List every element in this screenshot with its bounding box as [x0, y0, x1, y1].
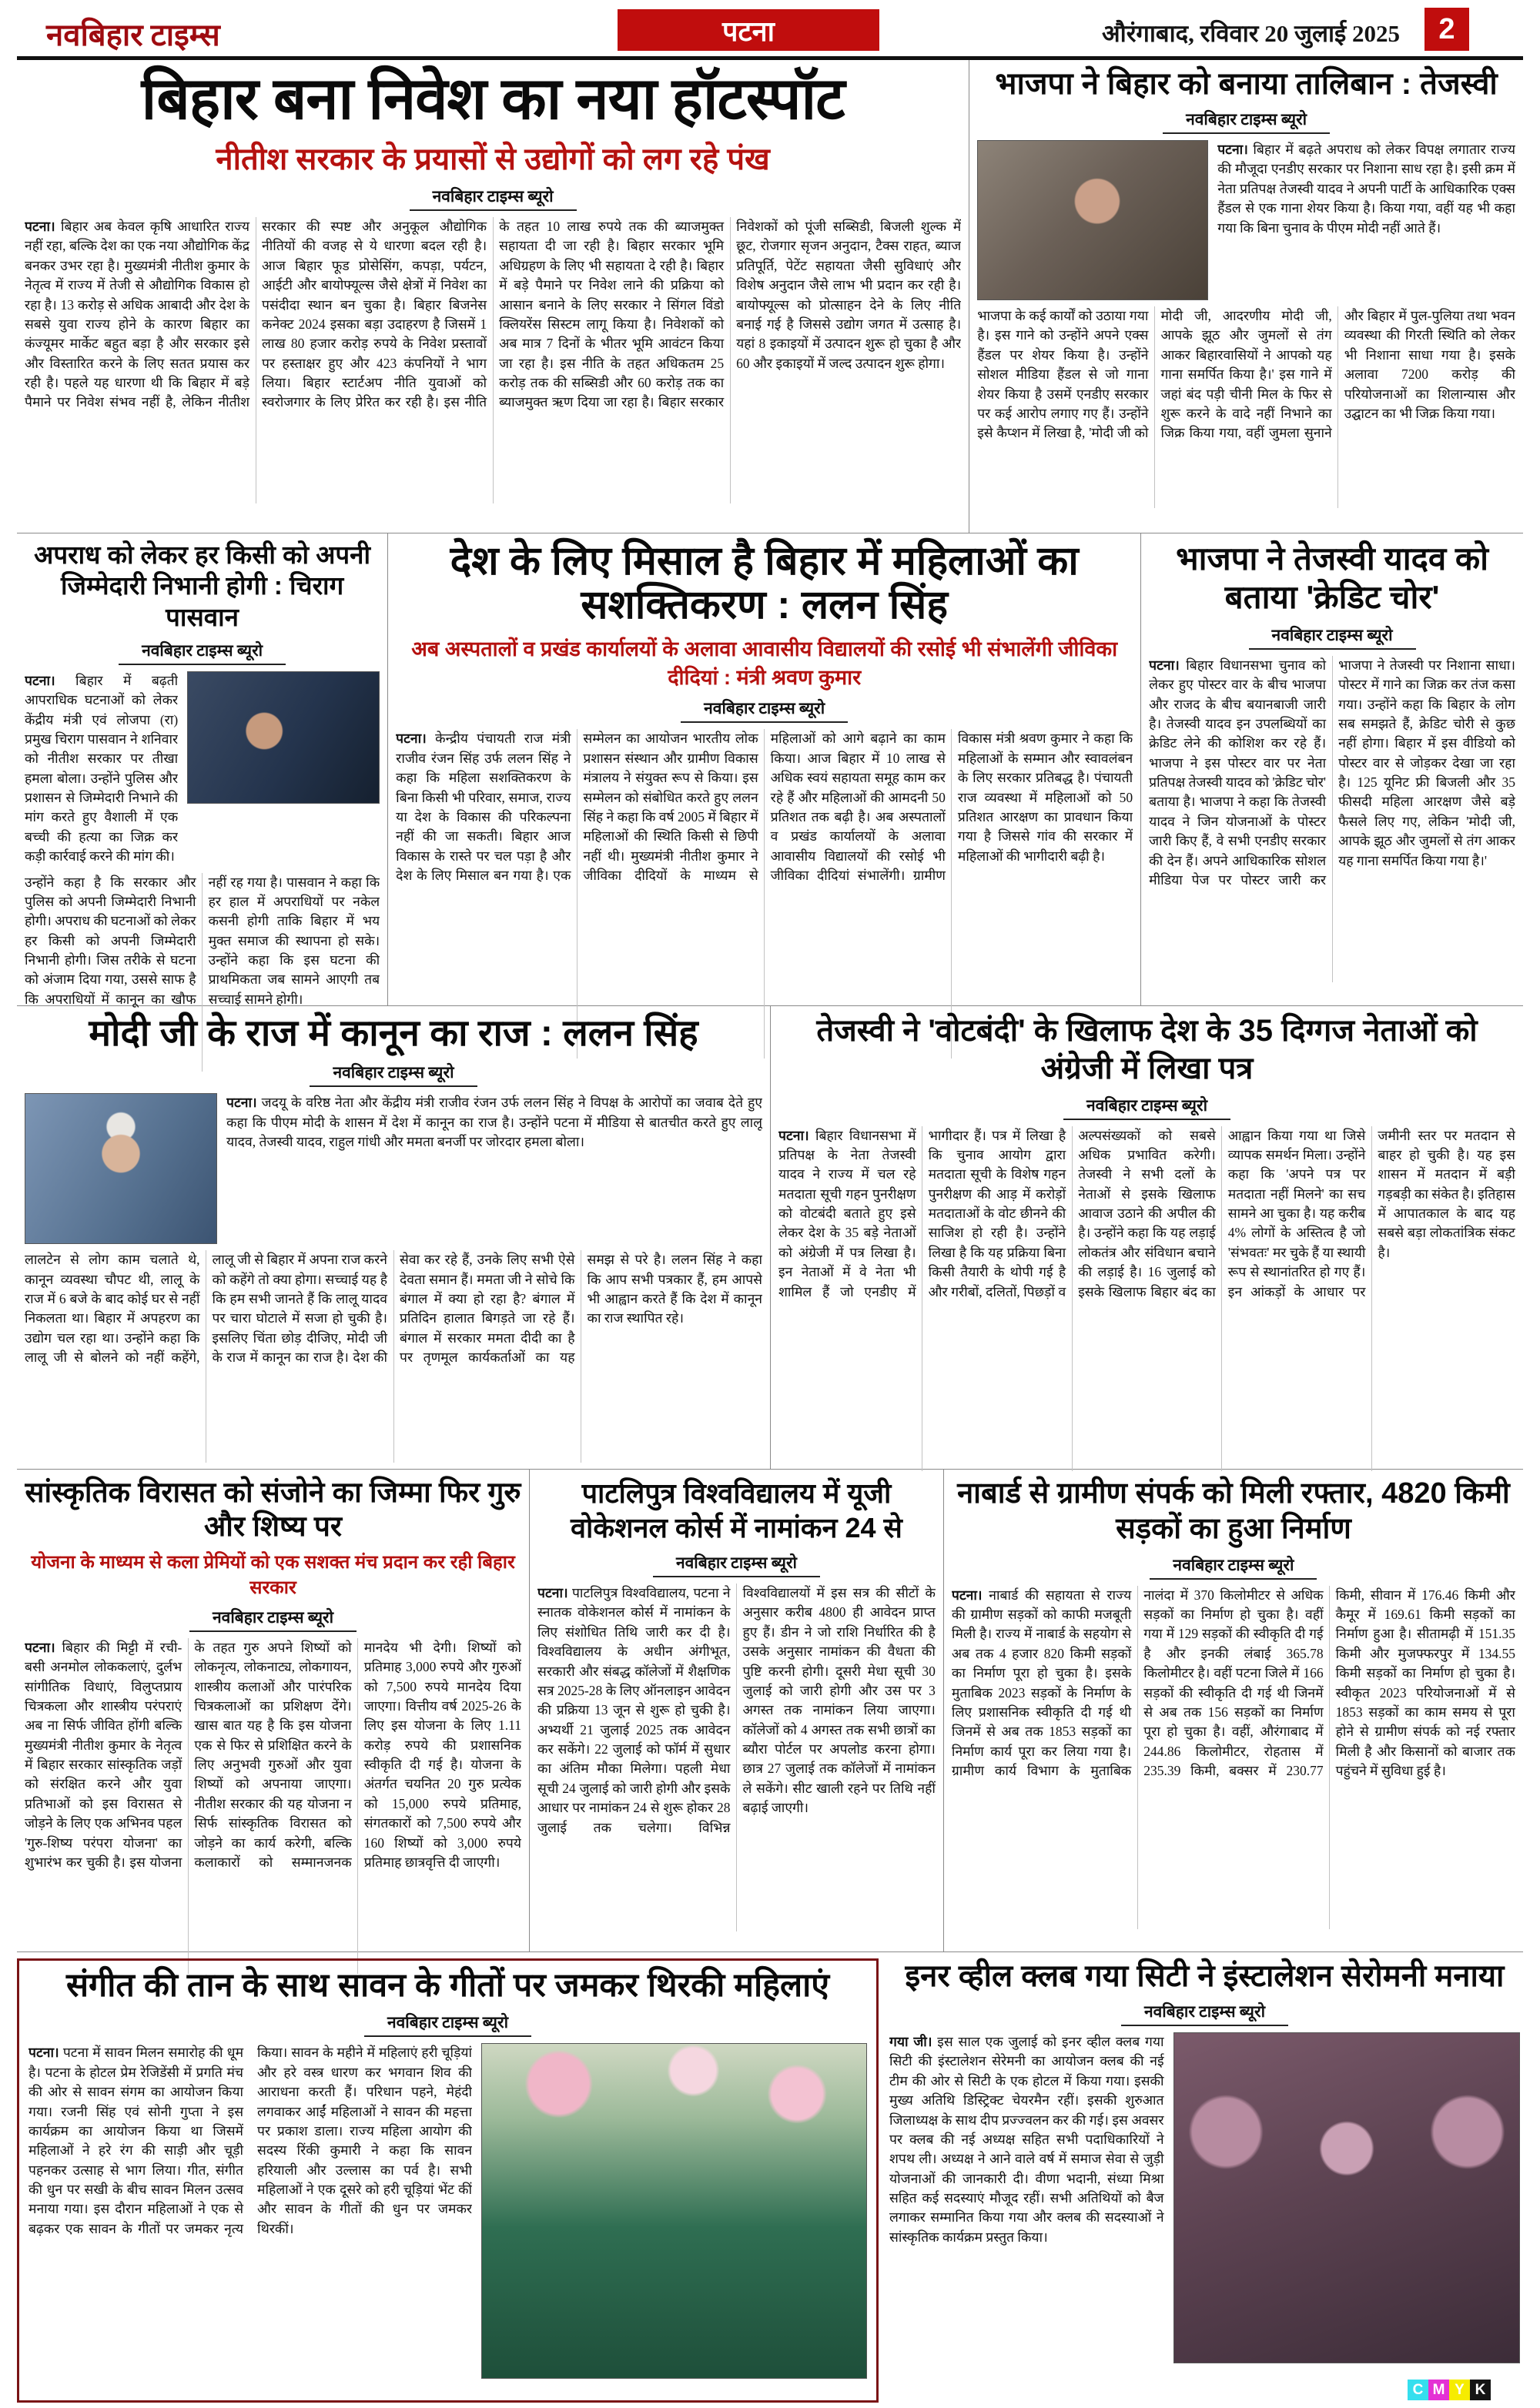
article-inner-wheel [886, 1958, 1523, 2403]
taliban-body: भाजपा के कई कार्यों को उठाया गया है। इस गाने को उन्होंने अपने एक्स हैंडल पर शेयर किया है। उन्होंने सोशल मीडिया हैंडल से जो गाना शेयर किया है उसमें एनडीए सरकार पर कई आरोप लगाए गए हैं। उन्होंने इसे कैप्शन में लिखा है, 'मोदी जी को मोदी जी, आदरणीय मोदी जी, आपके झूठ और जुमलों से तंग आकर बिहारवासियों ने आपको यह गाना समर्पित किया है।' इस गाने में जहां बंद पड़ी चीनी मिल के फिर से शुरू करने के वादे नहीं निभाने का जिक्र किया गया, वहीं जुमला सुनाने और बिहार में पुल-पुलिया तथा भवन व्यवस्था की गिरती स्थिति को लेकर भी निशाना साधा गया है। इसके अलावा 7200 करोड़ की परियोजनाओं का शिलान्यास और उद्घाटन का भी जिक्र किया गया। [977, 308, 1515, 441]
byline: नवबिहार टाइम्स ब्यूरो [653, 1551, 820, 1577]
taliban-headline: भाजपा ने बिहार को बनाया तालिबान : तेजस्वी [995, 67, 1498, 101]
byline: नवबिहार टाइम्स ब्यूरो [119, 639, 286, 665]
date-line: औरंगाबाद, रविवार 20 जुलाई 2025 [1102, 20, 1400, 47]
row-3 [17, 1005, 1523, 1469]
nabard-body: पटना। नाबार्ड की सहायता से राज्य की ग्रामीण सड़कों को काफी मजबूती मिली है। राज्य में नाबार्ड के सहयोग से अब तक 4 हजार 820 किमी सड़कों का निर्माण पूरा हो चुका है। इसके मुताबिक 2023 सड़कों के निर्माण के लिए प्रशासनिक स्वीकृति दी गई थी जिनमें से अब तक 1853 सड़कों का निर्माण कार्य पूरा कर लिया गया है। ग्रामीण कार्य विभाग के मुताबिक नालंदा में 370 किलोमीटर से अधिक सड़कों का निर्माण हो चुका है। वहीं गया में 129 सड़कों की स्वीकृति दी गई है और इनकी लंबाई 365.78 किलोमीटर है। वहीं पटना जिले में 166 सड़कों की स्वीकृति दी गई थी जिनमें से अब तक 156 सड़कों का निर्माण पूरा हो चुका है। वहीं, औरंगाबाद में 244.86 किलोमीटर, रोहतास में 235.39 किमी, बक्सर में 230.77 किमी, सीवान में 176.46 किमी और कैमूर में 169.61 किमी सड़कों का निर्माण हुआ है। सीतामढ़ी में 151.35 किमी और मुजफ्फरपुर में 134.55 किमी सड़कों का निर्माण हो चुका है। स्वीकृत 2023 परियोजनाओं में से 1853 सड़कों का काम समय से पूरा होने से ग्रामीण संपर्क को नई रफ्तार मिली है और किसानों को बाजार तक पहुंचने में सुविधा हुई है। [951, 1587, 1515, 1779]
masthead [17, 8, 1523, 52]
credit-chor-body: पटना। बिहार विधानसभा चुनाव को लेकर हुए पोस्टर वार के बीच भाजपा और राजद के बीच बयानबाजी जारी है। तेजस्वी यादव इन उपलब्धियों का क्रेडिट लेने की कोशिश कर रहे हैं। भाजपा ने इस पोस्टर वार पर नेता प्रतिपक्ष तेजस्वी यादव को 'क्रेडिट चोर' बताया है। भाजपा ने कहा कि तेजस्वी यादव ने जिन योजनाओं के पोस्टर जारी किए हैं, वे सभी एनडीए सरकार की देन हैं। अपने आधिकारिक सोशल मीडिया पेज पर पोस्टर जारी कर भाजपा ने तेजस्वी पर निशाना साधा। पोस्टर में गाने का जिक्र कर तंज कसा गया। उन्होंने कहा कि बिहार के लोग सब समझते हैं, क्रेडिट चोरी से कुछ नहीं होगा। बिहार में इस वीडियो को पोस्टर वार से जोड़कर देखा जा रहा है। 125 यूनिट फ्री बिजली और 35 फीसदी महिला आरक्षण जैसे बड़े फैसले लिए गए, लेकिन 'मोदी जी, आपके झूठ और जुमलों से तंग आकर यह गाना समर्पित किया गया है।' [1149, 657, 1515, 888]
modi-raj-body: लालटेन से लोग काम चलाते थे, कानून व्यवस्था चौपट थी, लालू के राज में 6 बजे के बाद कोई घर से नहीं निकलता था। बिहार में अपहरण का उद्योग चल रहा था। उन्होंने कहा कि लालू जी से बोलने को नहीं कहेंगे, लालू जी से बिहार में अपना राज करने को कहेंगे तो क्या होगा। सच्चाई यह है कि हम सभी जानते हैं कि लालू यादव पर चारा घोटाले में सजा हो चुकी है। इसलिए चिंता छोड़ दीजिए, मोदी जी के राज में कानून का राज है। देश की सेवा कर रहे हैं, उनके लिए सभी ऐसे देवता समान हैं। ममता जी ने सोचे कि बंगाल में क्या हो रहा है? बंगाल में प्रतिदिन हालात बिगड़ते जा रहे हैं। बंगाल में सरकार ममता दीदी का है पर तृणमूल कार्यकर्ताओं का यह समझ से परे है। ललन सिंह ने कहा कि आप सभी पत्रकार हैं, हम आपसे भी आह्वान करते हैं कि देश में कानून का राज स्थापित रहे। [25, 1252, 762, 1366]
chirag-body: उन्होंने कहा है कि सरकार और पुलिस को अपनी जिम्मेदारी निभानी होगी। अपराध की घटनाओं को लेकर हर किसी को अपनी जिम्मेदारी निभानी होगी। जिस तरीके से घटना को अंजाम दिया गया, उससे साफ है कि अपराधियों में कानून का खौफ नहीं रह गया है। पासवान ने कहा कि हर हाल में अपराधियों पर नकेल कसनी होगी ताकि बिहार में भय मुक्त समाज की स्थापना हो सके। उन्होंने कहा कि इस घटना की प्राथमिकता जब सामने आएगी तब सच्चाई सामने होगी। [25, 874, 380, 1007]
byline: नवबिहार टाइम्स ब्यूरो [310, 1061, 477, 1087]
article-nabard-roads [943, 1470, 1523, 1951]
sawan-body: पटना। पटना में सावन मिलन समारोह की धूम है। पटना के होटल प्रेम रेजिडेंसी में प्रगति मंच की ओर से सावन संगम का आयोजन किया गया। रजनी सिंह एवं सोनी गुप्ता ने इस कार्यक्रम का आयोजन किया था जिसमें महिलाओं ने हरे रंग की साड़ी और चूड़ी पहनकर उत्साह से भाग लिया। गीत, संगीत की धुन पर सखी के बीच सावन मिलन उत्सव मनाया गया। इस दौरान महिलाओं ने एक से बढ़कर एक सावन के गीतों पर जमकर नृत्य किया। सावन के महीने में महिलाएं हरी चूड़ियां और हरे वस्त्र धारण कर भगवान शिव की आराधना करती हैं। परिधान पहने, मेहंदी लगवाकर आईं महिलाओं ने सावन की महत्ता पर प्रकाश डाला। राज्य महिला आयोग की सदस्य रिंकी कुमारी ने कहा कि सावन हरियाली और उल्लास का पर्व है। सभी महिलाओं ने एक दूसरे को हरी चूड़ियां भेंट कीं और सावन के गीतों की धुन पर जमकर थिरकीं। [28, 2045, 473, 2236]
row-5 [17, 1951, 1523, 2403]
byline: नवबिहार टाइम्स ब्यूरो [410, 185, 577, 211]
university-headline: पाटलिपुत्र विश्वविद्यालय में यूजी वोकेशनल कोर्स में नामांकन 24 से [571, 1477, 902, 1543]
lead-subdeck: नीतीश सरकार के प्रयासों से उद्योगों को लग रहे पंख [216, 142, 770, 177]
cyan-mark: C [1408, 2380, 1428, 2400]
inner-wheel-body: गया जी। इस साल एक जुलाई को इनर व्हील क्लब गया सिटी की इंस्टालेशन सेरेमनी का आयोजन क्लब की नई टीम की ओर से सिटी के एक होटल में किया गया। इसकी मुख्य अतिथि डिस्ट्रिक्ट चेयरमैन रहीं। इसकी शुरुआत जिलाध्यक्ष के साथ दीप प्रज्ज्वलन कर की गई। इस अवसर पर क्लब की नई अध्यक्ष सहित सभी पदाधिकारियों ने शपथ ली। अध्यक्ष ने आने वाले वर्ष में समाज सेवा से जुड़ी योजनाओं की जानकारी दी। वीणा भदानी, संध्या मिश्रा सहित कई सदस्याएं मौजूद रहीं। सभी अतिथियों को बैज लगाकर सम्मानित किया गया और क्लब की सदस्याओं ने सांस्कृतिक कार्यक्रम प्रस्तुत किया। [889, 2034, 1164, 2245]
article-taliban-tejashwi [969, 60, 1523, 533]
article-cultural-heritage [17, 1470, 529, 1951]
votebandi-body: पटना। बिहार विधानसभा में प्रतिपक्ष के नेता तेजस्वी यादव ने राज्य में चल रहे मतदाता सूची गहन पुनरीक्षण को वोटबंदी बताते हुए इसे लेकर देश के 35 बड़े नेताओं को अंग्रेजी में पत्र लिखा है। इन नेताओं में वे नेता भी शामिल हैं जो एनडीए में भागीदार हैं। पत्र में लिखा है कि चुनाव आयोग द्वारा मतदाता सूची के विशेष गहन पुनरीक्षण की आड़ में करोड़ों मतदाताओं के वोट छीनने की साजिश हो रही है। उन्होंने लिखा है कि यह प्रक्रिया बिना किसी तैयारी के थोपी गई है और गरीबों, दलितों, पिछड़ों व अल्पसंख्यकों को सबसे अधिक प्रभावित करेगी। तेजस्वी ने सभी दलों के नेताओं से इसके खिलाफ आवाज उठाने की अपील की है। उन्होंने कहा कि यह लड़ाई लोकतंत्र और संविधान बचाने की लड़ाई है। 16 जुलाई को इसके खिलाफ बिहार बंद का आह्वान किया गया था जिसे व्यापक समर्थन मिला। उन्होंने कहा कि 'अपने पत्र पर मतदाता नहीं मिलने' का सच सामने आ चुका है। यह करीब 4% लोगों के अस्तित्व है जो 'संभवतः' मर चुके हैं या स्थायी रूप से स्थानांतरित हो गए हैं। इन आंकड़ों के आधार पर जमीनी स्तर पर मतदान से बाहर हो चुकी है। यह इस शासन में मतदान में बड़ी गड़बड़ी का संकेत है। इतिहास में आपातकाल के बाद यह सबसे बड़ा लोकतांत्रिक संकट है। [778, 1127, 1515, 1299]
row-lead [17, 60, 1523, 533]
magenta-mark: M [1428, 2380, 1449, 2400]
yellow-mark: Y [1449, 2380, 1470, 2400]
modi-raj-body-intro: पटना। जदयू के वरिष्ठ नेता और केंद्रीय मंत्री राजीव रंजन उर्फ ललन सिंह ने विपक्ष के आरोपों का जवाब देते हुए कहा कि पीएम मोदी के शासन में देश में कानून का राज है। उन्होंने पटना में मीडिया से बातचीत करते हुए लालू यादव, तेजस्वी यादव, राहुल गांधी और ममता बनर्जी पर जोरदार हमला बोला। [226, 1095, 762, 1149]
article-sawan-songs [17, 1958, 879, 2403]
row-4 [17, 1469, 1523, 1951]
modi-raj-headline: मोदी जी के राज में कानून का राज : ललन सिंह [89, 1013, 698, 1054]
byline: नवबिहार टाइम्स ब्यूरो [681, 697, 848, 723]
black-mark: K [1470, 2380, 1491, 2400]
chirag-paswan-photo [187, 671, 380, 804]
taliban-body-intro: पटना। बिहार में बढ़ते अपराध को लेकर विपक्ष लगातार राज्य की मौजूदा एनडीए सरकार पर निशाना साध रहा है। इसी क्रम में नेता प्रतिपक्ष तेजस्वी यादव ने अपनी पार्टी के आधिकारिक एक्स हैंडल से एक गाना शेयर किया है। किया गया, वहीं यह भी कहा गया कि बिना चुनाव के पीएम मोदी नहीं आते हैं। [1217, 142, 1515, 236]
lead-headline: बिहार बना निवेश का नया हॉटस्पॉट [141, 66, 845, 132]
article-credit-chor [1140, 533, 1523, 1005]
tejashwi-yadav-photo [977, 140, 1208, 300]
article-women-empowerment [387, 533, 1140, 1005]
article-modi-raj [17, 1006, 770, 1469]
article-chirag-paswan [17, 533, 387, 1005]
byline: नवबिहार टाइम्स ब्यूरो [1121, 2000, 1288, 2026]
byline: नवबिहार टाइम्स ब्यूरो [1063, 1094, 1230, 1120]
paper-name: नवबिहार टाइम्स [46, 18, 220, 52]
article-patliputra-university [529, 1470, 943, 1951]
nabard-headline: नाबार्ड से ग्रामीण संपर्क को मिली रफ्तार, 4820 किमी सड़कों का हुआ निर्माण [957, 1477, 1510, 1546]
votebandi-headline: तेजस्वी ने 'वोटबंदी' के खिलाफ देश के 35 दिग्गज नेताओं को अंग्रेजी में लिखा पत्र [816, 1014, 1478, 1085]
sawan-event-photo [481, 2043, 867, 2379]
byline: नवबिहार टाइम्स ब्यूरो [1163, 108, 1330, 134]
credit-chor-headline: भाजपा ने तेजस्वी यादव को बताया 'क्रेडिट चोर' [1176, 540, 1489, 616]
print-registration-marks [1408, 2380, 1491, 2400]
row-2 [17, 533, 1523, 1005]
lead-body: पटना। बिहार अब केवल कृषि आधारित राज्य नहीं रहा, बल्कि देश का एक नया औद्योगिक केंद्र बनकर उभर रहा है। मुख्यमंत्री नीतीश कुमार के नेतृत्व में राज्य में तेजी से औद्योगिक विकास हो रहा है। 13 करोड़ से अधिक आबादी और देश के सबसे युवा राज्य होने के कारण बिहार का कंज्यूमर मार्केट बहुत बड़ा है और सरकार इसे और विस्तारित करने के लिए सतत प्रयास कर रही है। पहले यह धारणा थी कि बिहार में बड़े पैमाने पर निवेश संभव नहीं है, लेकिन नीतीश सरकार की स्पष्ट और अनुकूल औद्योगिक नीतियों की वजह से ये धारणा बदल रही है। आज बिहार फूड प्रोसेसिंग, कपड़ा, पर्यटन, आईटी और बायोफ्यूल्स जैसे क्षेत्रों में निवेश का पसंदीदा स्थान बन चुका है। बिहार बिजनेस कनेक्ट 2024 इसका बड़ा उदाहरण है जिसमें 1 लाख 80 हजार करोड़ रुपये के निवेश प्रस्तावों पर हस्ताक्षर हुए और 423 कंपनियों ने भाग लिया। बिहार स्टार्टअप नीति युवाओं को स्वरोजगार के लिए प्रेरित कर रही है। इस नीति के तहत 10 लाख रुपये तक की ब्याजमुक्त सहायता दी जा रही है। बिहार सरकार भूमि अधिग्रहण के लिए भी सहायता दे रही है। बिहार में बड़े पैमाने पर निवेश लाने की प्रक्रिया को आसान बनाने के लिए सरकार ने सिंगल विंडो क्लियरेंस सिस्टम लागू किया है। निवेशकों को अब मात्र 7 दिनों के भीतर भूमि आवंटन किया जा रहा है। इस नीति के तहत अधिकतम 25 करोड़ तक की सब्सिडी और 60 करोड़ तक का ब्याजमुक्त ऋण दिया जा रहा है। बिहार सरकार निवेशकों को पूंजी सब्सिडी, बिजली शुल्क में छूट, रोजगार सृजन अनुदान, टैक्स राहत, ब्याज प्रतिपूर्ति, पेटेंट सहायता जैसी सुविधाएं और विशेष अनुदान जैसे लाभ भी प्रदान कर रही है। बायोफ्यूल्स को प्रोत्साहन देने के लिए नीति बनाई गई है जिससे उद्योग जगत में उत्साह है। यहां 8 इकाइयों में उत्पादन शुरू हो चुका है और 60 और इकाइयों में जल्द उत्पादन शुरू होगा। [25, 219, 962, 410]
byline: नवबिहार टाइम्स ब्यूरो [1249, 624, 1416, 650]
university-body: पटना। पाटलिपुत्र विश्वविद्यालय, पटना ने स्नातक वोकेशनल कोर्स में नामांकन के लिए संशोधित तिथि जारी कर दी है। विश्वविद्यालय के अधीन अंगीभूत, सरकारी और संबद्ध कॉलेजों में शैक्षणिक सत्र 2025-28 के लिए ऑनलाइन आवेदन की प्रक्रिया 13 जून से शुरू हो चुकी है। अभ्यर्थी 21 जुलाई 2025 तक आवेदन कर सकेंगे। 22 जुलाई को फॉर्म में सुधार का अंतिम मौका मिलेगा। पहली मेधा सूची 24 जुलाई को जारी होगी और इसके आधार पर नामांकन 24 से शुरू होकर 28 जुलाई तक चलेगा। विभिन्न विश्वविद्यालयों में इस सत्र की सीटों के अनुसार करीब 4800 ही आवेदन प्राप्त हुए हैं। डीन ने जो राशि निर्धारित की है उसके अनुसार नामांकन की वैधता की पुष्टि करनी होगी। दूसरी मेधा सूची 30 जुलाई को जारी होगी और उस पर 3 अगस्त तक नामांकन लिया जाएगा। कॉलेजों को 4 अगस्त तक सभी छात्रों का ब्यौरा पोर्टल पर अपलोड करना होगा। छात्र 27 जुलाई तक कॉलेजों में नामांकन ले सकेंगे। सीट खाली रहने पर तिथि नहीं बढ़ाई जाएगी। [537, 1585, 936, 1835]
culture-subdeck: योजना के माध्यम से कला प्रेमियों को एक सशक्त मंच प्रदान कर रही बिहार सरकार [31, 1551, 515, 1598]
chirag-headline: अपराध को लेकर हर किसी को अपनी जिम्मेदारी निभानी होगी : चिराग पासवान [34, 540, 371, 631]
byline: नवबिहार टाइम्स ब्यूरो [1150, 1553, 1317, 1580]
page-number-badge: 2 [1424, 8, 1469, 51]
inner-wheel-photo [1173, 2032, 1520, 2363]
culture-headline: सांस्कृतिक विरासत को संजोने का जिम्मा फिर गुरु और शिष्य पर [25, 1477, 521, 1543]
inner-wheel-headline: इनर व्हील क्लब गया सिटी ने इंस्टालेशन सेरोमनी मनाया [905, 1959, 1505, 1993]
chirag-body-intro: पटना। बिहार में बढ़ती आपराधिक घटनाओं को लेकर केंद्रीय मंत्री एवं लोजपा (रा) प्रमुख चिराग पासवान ने शनिवार को नीतीश सरकार पर तीखा हमला बोला। उन्होंने पुलिस और प्रशासन से जिम्मेदारी निभाने की मांग करते हुए वैशाली में एक बच्ची की हत्या का जिक्र कर कड़ी कार्रवाई करने की मांग की। [25, 672, 179, 865]
women-subdeck: अब अस्पतालों व प्रखंड कार्यालयों के अलावा आवासीय विद्यालयों की रसोई भी संभालेंगी जीविका दीदियां : मंत्री श्रवण कुमार [411, 637, 1118, 690]
culture-body: पटना। बिहार की मिट्टी में रची-बसी अनमोल लोककलाएं, दुर्लभ सांगीतिक विधाएं, विलुप्तप्राय चित्रकला और शास्त्रीय परंपराएं अब ना सिर्फ जीवित होंगी बल्कि मुख्यमंत्री नीतीश कुमार के नेतृत्व में बिहार सरकार सांस्कृतिक जड़ों को संरक्षित करने और युवा प्रतिभाओं को इस विरासत से जोड़ने के लिए एक अभिनव पहल 'गुरु-शिष्य परंपरा योजना' का शुभारंभ कर चुकी है। इस योजना के तहत गुरु अपने शिष्यों को लोकनृत्य, लोकनाट्य, लोकगायन, शास्त्रीय कलाओं और पारंपरिक चित्रकलाओं का प्रशिक्षण देंगे। खास बात यह है कि इस योजना एक से फिर से प्रशिक्षित करने के लिए अनुभवी गुरुओं और युवा शिष्यों को अपनाया जाएगा। नीतीश सरकार की यह योजना न सिर्फ सांस्कृतिक विरासत को जोड़ने का कार्य करेगी, बल्कि कलाकारों को सम्मानजनक मानदेय भी देगी। शिष्यों को प्रतिमाह 3,000 रुपये और गुरुओं को 7,500 रुपये मानदेय दिया जाएगा। वित्तीय वर्ष 2025-26 के लिए इस योजना के लिए 1.11 करोड़ रुपये की प्रशासनिक स्वीकृति दी गई है। योजना के अंतर्गत चयनित 20 गुरु प्रत्येक को 15,000 रुपये प्रतिमाह, संगतकारों को 7,500 रुपये और 160 शिष्यों को 3,000 रुपये प्रतिमाह छात्रवृत्ति दी जाएगी। [25, 1639, 522, 1870]
article-lead-investment [17, 60, 969, 533]
sawan-headline: संगीत की तान के साथ सावन के गीतों पर जमकर थिरकी महिलाएं [65, 1967, 830, 2004]
women-headline: देश के लिए मिसाल है बिहार में महिलाओं का सशक्तिकरण : ललन सिंह [450, 539, 1079, 628]
women-body: पटना। केन्द्रीय पंचायती राज मंत्री राजीव रंजन सिंह उर्फ ललन सिंह ने कहा कि महिला सशक्तिकरण के बिना किसी भी परिवार, समाज, राज्य या देश के विकास की परिकल्पना नहीं की जा सकती। बिहार आज विकास के रास्ते पर चल पड़ा है और देश के लिए मिसाल बन गया है। एक सम्मेलन का आयोजन भारतीय लोक प्रशासन संस्थान और ग्रामीण विकास मंत्रालय ने संयुक्त रूप से किया। इस सम्मेलन को संबोधित करते हुए ललन सिंह ने कहा कि वर्ष 2005 में बिहार में महिलाओं की स्थिति किसी से छिपी नहीं थी। मुख्यमंत्री नीतीश कुमार ने जीविका दीदियों के माध्यम से महिलाओं को आगे बढ़ाने का काम किया। आज बिहार में 10 लाख से अधिक स्वयं सहायता समूह काम कर रहे हैं और महिलाओं की आमदनी 50 प्रतिशत तक बढ़ी है। अब अस्पतालों व प्रखंड कार्यालयों के अलावा आवासीय विद्यालयों की रसोई भी जीविका दीदियां संभालेंगी। ग्रामीण विकास मंत्री श्रवण कुमार ने कहा कि महिलाओं के सम्मान और स्वावलंबन के लिए सरकार प्रतिबद्ध है। पंचायती राज व्यवस्था में महिलाओं को 50 प्रतिशत आरक्षण का प्रावधान किया गया है जिससे गांव की सरकार में महिलाओं की भागीदारी बढ़ी है। [396, 731, 1133, 883]
article-votebandi-letter [770, 1006, 1523, 1469]
byline: नवबिहार टाइम्स ब्यूरो [189, 1606, 357, 1632]
byline: नवबिहार टाइम्स ब्यूरो [364, 2011, 531, 2037]
edition-badge: पटना [618, 9, 879, 51]
lalan-singh-photo [25, 1093, 217, 1244]
